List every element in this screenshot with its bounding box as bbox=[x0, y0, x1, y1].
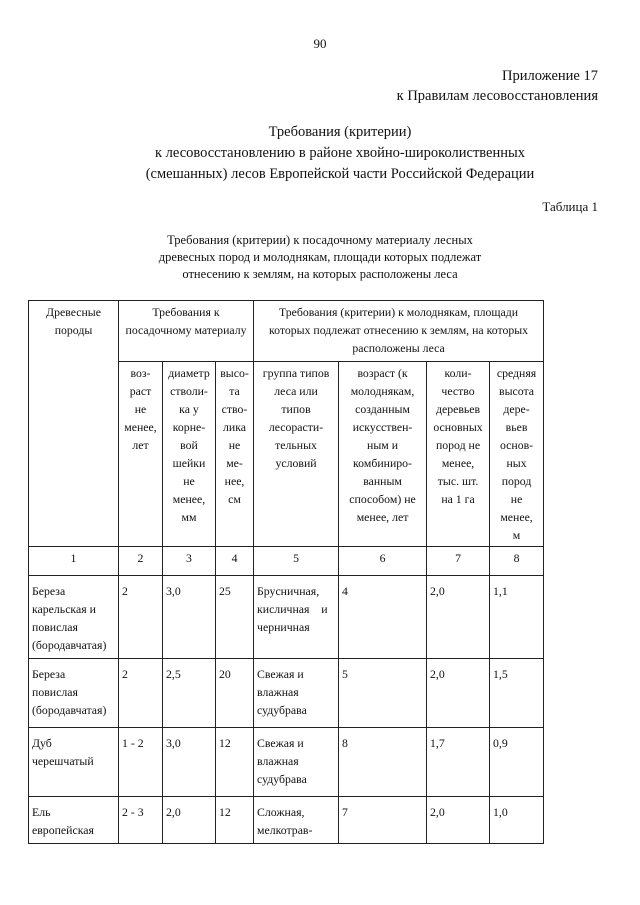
cell-forest-type: Сложная, мелкотрав- bbox=[254, 797, 339, 844]
cell-age: 2 bbox=[119, 659, 163, 728]
column-number: 7 bbox=[427, 547, 490, 576]
header-young-stands: Требования (критерии) к молоднякам, площади которых подлежат отнесению к землям, на которых расположены леса bbox=[254, 301, 544, 362]
table-row bbox=[29, 576, 544, 659]
caption-line-2: древесных пород и молоднякам, площади которых подлежат bbox=[158, 250, 482, 264]
column-number: 6 bbox=[339, 547, 427, 576]
appendix-line-2: к Правилам лесовосстановления bbox=[396, 88, 598, 104]
subheader-young-age: возраст (к молоднякам, созданным искусствен- ным и комбиниро- ванным способом) не менее, лет bbox=[339, 362, 427, 547]
cell-height: 25 bbox=[216, 576, 254, 659]
column-number: 3 bbox=[163, 547, 216, 576]
requirements-table bbox=[28, 300, 544, 844]
cell-forest-type: Брусничная, кисличная и черничная bbox=[254, 576, 339, 659]
document-title bbox=[20, 122, 640, 185]
table-caption bbox=[0, 232, 640, 283]
column-number-row bbox=[29, 547, 544, 576]
cell-diameter: 2,0 bbox=[163, 797, 216, 844]
cell-tree-count: 2,0 bbox=[427, 797, 490, 844]
subheader-tree-count: коли- чество деревьев основных пород не менее, тыс. шт. на 1 га bbox=[427, 362, 490, 547]
cell-tree-count: 1,7 bbox=[427, 728, 490, 797]
title-line-2: к лесовосстановлению в районе хвойно-широколиственных bbox=[155, 145, 525, 161]
cell-young-age: 5 bbox=[339, 659, 427, 728]
appendix-heading bbox=[397, 66, 598, 106]
cell-species: Ель европейская bbox=[29, 797, 119, 844]
column-number: 4 bbox=[216, 547, 254, 576]
column-number: 5 bbox=[254, 547, 339, 576]
table-row bbox=[29, 659, 544, 728]
title-line-1: Требования (критерии) bbox=[268, 124, 412, 140]
cell-avg-height: 1,1 bbox=[490, 576, 544, 659]
subheader-avg-height: средняя высота дере- вьев основ- ных пород не менее, м bbox=[490, 362, 544, 547]
header-row bbox=[29, 301, 544, 362]
cell-avg-height: 0,9 bbox=[490, 728, 544, 797]
cell-species: Береза повислая (бородавчатая) bbox=[29, 659, 119, 728]
title-line-3: (смешанных) лесов Европейской части Российской Федерации bbox=[145, 166, 535, 182]
column-number: 2 bbox=[119, 547, 163, 576]
cell-age: 1 - 2 bbox=[119, 728, 163, 797]
header-species: Древесные породы bbox=[29, 301, 119, 547]
subheader-height: высо- та ство- лика не ме- нее, см bbox=[216, 362, 254, 547]
column-number: 8 bbox=[490, 547, 544, 576]
subheader-diameter: диаметр стволи- ка у корне- вой шейки не менее, мм bbox=[163, 362, 216, 547]
cell-tree-count: 2,0 bbox=[427, 576, 490, 659]
cell-height: 20 bbox=[216, 659, 254, 728]
page-number: 90 bbox=[313, 36, 327, 51]
cell-forest-type: Свежая и влажная судубрава bbox=[254, 659, 339, 728]
cell-young-age: 4 bbox=[339, 576, 427, 659]
cell-height: 12 bbox=[216, 728, 254, 797]
header-planting-material: Требования к посадочному материалу bbox=[119, 301, 254, 362]
cell-species: Береза карельская и повислая (бородавчатая) bbox=[29, 576, 119, 659]
table-label: Таблица 1 bbox=[542, 199, 598, 214]
appendix-line-1: Приложение 17 bbox=[502, 68, 598, 84]
caption-line-3: отнесению к землям, на которых расположены леса bbox=[182, 267, 458, 281]
cell-species: Дуб черешчатый bbox=[29, 728, 119, 797]
column-number: 1 bbox=[29, 547, 119, 576]
cell-diameter: 3,0 bbox=[163, 576, 216, 659]
subheader-forest-type: группа типов леса или типов лесорасти- тельных условий bbox=[254, 362, 339, 547]
table-row bbox=[29, 797, 544, 844]
cell-tree-count: 2,0 bbox=[427, 659, 490, 728]
cell-age: 2 - 3 bbox=[119, 797, 163, 844]
table-row bbox=[29, 728, 544, 797]
cell-avg-height: 1,5 bbox=[490, 659, 544, 728]
subheader-age: воз- раст не менее, лет bbox=[119, 362, 163, 547]
cell-avg-height: 1,0 bbox=[490, 797, 544, 844]
cell-diameter: 3,0 bbox=[163, 728, 216, 797]
caption-line-1: Требования (критерии) к посадочному материалу лесных bbox=[167, 233, 473, 247]
cell-height: 12 bbox=[216, 797, 254, 844]
cell-young-age: 7 bbox=[339, 797, 427, 844]
cell-forest-type: Свежая и влажная судубрава bbox=[254, 728, 339, 797]
cell-young-age: 8 bbox=[339, 728, 427, 797]
cell-diameter: 2,5 bbox=[163, 659, 216, 728]
cell-age: 2 bbox=[119, 576, 163, 659]
